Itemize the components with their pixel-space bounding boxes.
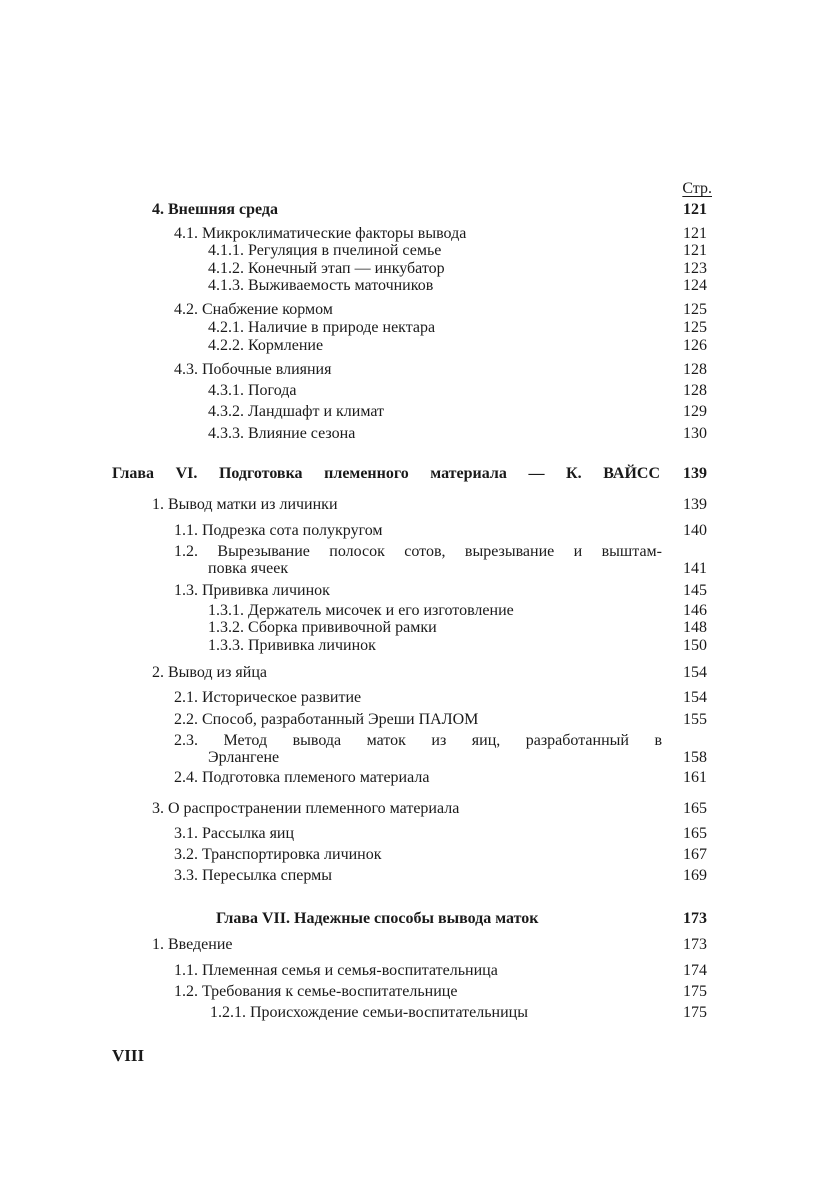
toc-page-number: 148 xyxy=(683,619,707,636)
toc-page-number: 175 xyxy=(683,983,707,1000)
toc-entry: 1. Вывод матки из личинки xyxy=(152,496,338,513)
toc-entry: 4.2.1. Наличие в природе нектара xyxy=(208,319,436,336)
toc-page-number: 126 xyxy=(683,337,707,354)
toc-entry: 4.1.2. Конечный этап — инкубатор xyxy=(208,260,445,277)
toc-page-number: 125 xyxy=(683,319,707,336)
toc-page-number: 161 xyxy=(683,769,707,786)
toc-entry: 1.2.1. Происхождение семьи-воспитательницы xyxy=(210,1004,528,1021)
toc-page-number: 145 xyxy=(683,582,707,599)
toc-page-number: 121 xyxy=(683,225,707,242)
toc-page-number: 123 xyxy=(683,260,707,277)
toc-entry: 4.1.1. Регуляция в пчелиной семье xyxy=(208,242,442,259)
toc-entry: 4.3.2. Ландшафт и климат xyxy=(208,403,385,420)
toc-page-number: 165 xyxy=(683,800,707,817)
toc-page-number: 155 xyxy=(683,711,707,728)
toc-entry: 1.3.2. Сборка прививочной рамки xyxy=(208,619,437,636)
toc-page-number: 139 xyxy=(683,465,707,482)
toc-page-number: 173 xyxy=(683,936,707,953)
toc-entry: 1.3.1. Держатель мисочек и его изготовление xyxy=(208,602,514,619)
toc-entry: 1.1. Подрезка сота полукругом xyxy=(174,522,383,539)
toc-entry: 2. Вывод из яйца xyxy=(152,664,268,681)
toc-entry: 3.3. Пересылка спермы xyxy=(174,867,333,884)
toc-page-number: 154 xyxy=(683,664,707,681)
toc-entry: 2.3. Метод вывода маток из яиц, разработанный в xyxy=(174,732,662,749)
toc-page-number: 174 xyxy=(683,962,707,979)
toc-entry: 3.1. Рассылка яиц xyxy=(174,825,295,842)
toc-page-number: 175 xyxy=(683,1004,707,1021)
toc-page-number: 150 xyxy=(683,637,707,654)
toc-page-number: 154 xyxy=(683,689,707,706)
toc-entry: Глава VI. Подготовка племенного материала — К. ВАЙСС xyxy=(112,465,660,482)
toc-entry: 1.1. Племенная семья и семья-воспитательница xyxy=(174,962,498,979)
toc-page-number: 130 xyxy=(683,425,707,442)
toc-entry: Эрлангене xyxy=(208,749,280,766)
toc-page-number: 121 xyxy=(683,242,707,259)
toc-page-number: 129 xyxy=(683,403,707,420)
toc-entry: 4.3.1. Погода xyxy=(208,382,297,399)
toc-entry: 4.3.3. Влияние сезона xyxy=(208,425,356,442)
toc-page-number: 167 xyxy=(683,846,707,863)
toc-entry: 1. Введение xyxy=(152,936,233,953)
toc-page-number: 165 xyxy=(683,825,707,842)
toc-entry: Глава VII. Надежные способы вывода маток xyxy=(216,910,539,927)
toc-page-number: 128 xyxy=(683,382,707,399)
toc-page-number: 124 xyxy=(683,277,707,294)
toc-entry: 4.1.3. Выживаемость маточников xyxy=(208,277,434,294)
toc-page-number: 125 xyxy=(683,301,707,318)
toc-entry: 3. О распространении племенного материала xyxy=(152,800,460,817)
toc-entry: повка ячеек xyxy=(208,560,289,577)
toc-entry: 1.2. Вырезывание полосок сотов, вырезывание и выштам- xyxy=(174,543,662,560)
toc-page-number: 141 xyxy=(683,560,707,577)
toc-page-number: 139 xyxy=(683,496,707,513)
page-folio: VIII xyxy=(112,1046,145,1065)
toc-page-number: 121 xyxy=(683,201,707,218)
toc-entry: 2.1. Историческое развитие xyxy=(174,689,362,706)
toc-entry: 4. Внешняя среда xyxy=(152,201,279,218)
toc-page-number: 173 xyxy=(683,910,707,927)
page-column-label: Стр. xyxy=(682,180,712,197)
toc-entry: 2.4. Подготовка племеного материала xyxy=(174,769,430,786)
toc-entry: 3.2. Транспортировка личинок xyxy=(174,846,382,863)
toc-entry: 1.3.3. Прививка личинок xyxy=(208,637,376,654)
toc-page-number: 146 xyxy=(683,602,707,619)
toc-entry: 4.2.2. Кормление xyxy=(208,337,324,354)
toc-entry: 2.2. Способ, разработанный Эреши ПАЛОМ xyxy=(174,711,479,728)
toc-entry: 1.3. Прививка личинок xyxy=(174,582,330,599)
toc-page-number: 169 xyxy=(683,867,707,884)
toc-entry: 4.1. Микроклиматические факторы вывода xyxy=(174,225,467,242)
toc-entry: 4.3. Побочные влияния xyxy=(174,361,332,378)
toc-page-number: 158 xyxy=(683,749,707,766)
toc-entry: 4.2. Снабжение кормом xyxy=(174,301,333,318)
toc-page-number: 140 xyxy=(683,522,707,539)
toc-page-number: 128 xyxy=(683,361,707,378)
toc-entry: 1.2. Требования к семье-воспитательнице xyxy=(174,983,458,1000)
